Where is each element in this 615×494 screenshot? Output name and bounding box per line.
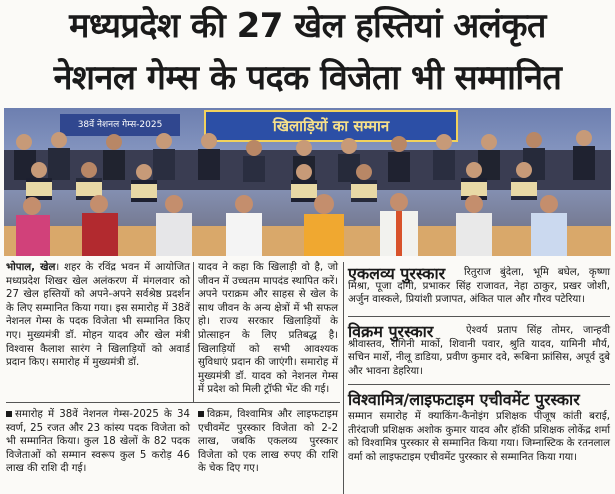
- award-names-eklavya: रितुराज बुंदेला, भूमि बघेल, कृष्णा मिश्रा, पूजा दांगी, प्रभाकर सिंह राजावत, नेहा ठाकुर, प्रखर जोशी, अर्जुन वास्कले, प्रियांशी प्रजापत, अंकित पाल और गौरव पटेरिया।: [348, 267, 610, 306]
- award-title-vikram: विक्रम पुरस्कार: [348, 322, 434, 341]
- article-column-1: [6, 261, 190, 370]
- award-names-vishwamitra: सम्मान समारोह में क्याकिंग-कैनोइंग प्रशिक्षक पीजूष कांती बराई, तीरंदाजी प्रशिक्षक अशोक कुमार यादव और हॉकी प्रशिक्षक लोकेंद्र शर्मा को विश्वामित्र पुरस्कार से सम्मानित किया गया। जिम्नास्टिक के रतनलाल वर्मा को लाइफटाइम एचीवमेंट पुरस्कार से सम्मानित किया गया।: [348, 411, 610, 463]
- headline-line-1: मध्यप्रदेश की 27 खेल हस्तियां अलंकृत: [69, 6, 546, 46]
- bullet-icon: [198, 411, 204, 417]
- section-divider-left: [6, 402, 340, 403]
- article-text-2: यादव ने कहा कि खिलाड़ी वो है, जो जीवन में उच्चतम मापदंड स्थापित करें। अपने पराक्रम और साहस से खेल के साथ जीवन के अन्य क्षेत्रों में भी सफल हो। राज्य सरकार खिलाड़ियों के प्रोत्साहन के लिए प्रतिबद्ध है। खिलाड़ियों को सभी आवश्यक सुविधाएं प्रदान की जाएंगी। समारोह में मुख्यमंत्री डॉ. यादव को नेशनल गेम्स में प्रदेश को मिली ट्रॉफी भेंट की गई।: [198, 262, 338, 396]
- article-text-1: । शहर के रविंद्र भवन में आयोजित मध्यप्रदेश शिखर खेल अलंकरण में मंगलवार को 27 खेल हस्तियों को अपने-अपने सर्वश्रेष्ठ प्रदर्शन के लिए सम्मानित किया गया। इस समारोह में 38वें नेशनल गेम्स के पदक विजेता भी सम्मानित किए गए। मुख्यमंत्री डॉ. मोहन यादव और खेल मंत्री विश्वास कैलाश सारंग ने खिलाड़ियों को अवार्ड प्रदान किए। समारोह में मुख्यमंत्री डॉ.: [6, 262, 190, 369]
- info-box-1: [6, 408, 190, 476]
- info-box-2-text: विक्रम, विश्वामित्र और लाइफटाइम एचीवमेंट पुरस्कार विजेता को 2-2 लाख, जबकि एकलव्य पुरस्कार विजेता को एक लाख रुपए की राशि के चेक दिए गए।: [198, 409, 338, 475]
- award-title-eklavya: एकलव्य पुरस्कार: [348, 264, 446, 283]
- headline-line-2: नेशनल गेम्स के पदक विजेता भी सम्मानित: [53, 58, 562, 98]
- award-separator-1: [348, 316, 610, 317]
- event-photo: [4, 108, 611, 256]
- headline: [0, 0, 615, 108]
- info-box-2: [198, 408, 338, 476]
- award-names-vikram: ऐश्वर्य प्रताप सिंह तोमर, जान्हवी श्रीवास्तव, रागिनी मार्को, शिवानी पवार, श्रुति यादव, यामिनी मौर्य, सचिन मार्शे, नीलू डाडिया, प्रवीण कुमार दवे, रूबिना फ्रांसिस, अपूर्व दुबे और भावना डेहरिया।: [348, 325, 610, 377]
- column-divider: [193, 262, 194, 402]
- award-title-vishwamitra: विश्वामित्र/लाइफटाइम एचीवमेंट पुरस्कार: [348, 390, 580, 409]
- article-column-2: [198, 261, 338, 397]
- bullet-icon: [6, 411, 12, 417]
- dateline: भोपाल, खेल: [6, 262, 56, 273]
- photo-backdrop-left: 38वें नेशनल गेम्स-2025: [60, 114, 180, 136]
- awards-divider: [343, 262, 344, 494]
- award-separator-2: [348, 384, 610, 385]
- photo-people: [4, 108, 611, 256]
- info-box-1-text: समारोह में 38वें नेशनल गेम्स-2025 के 34 स्वर्ण, 25 रजत और 23 कांस्य पदक विजेता को भी सम्मानित किया। कुल 18 खेलों के 82 पदक विजेताओं को सम्मान स्वरूप कुल 5 करोड़ 46 लाख की राशि दी गई।: [6, 409, 190, 475]
- photo-banner: खिलाड़ियों का सम्मान: [204, 110, 458, 142]
